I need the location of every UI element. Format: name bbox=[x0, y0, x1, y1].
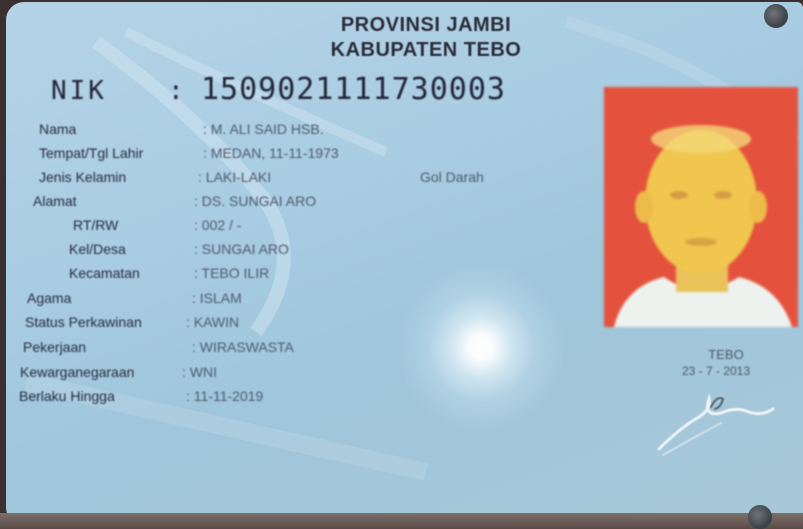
issue-date: 23 - 7 - 2013 bbox=[681, 364, 751, 378]
card-bottom-edge bbox=[0, 513, 803, 529]
field-label-birth: Tempat/Tgl Lahir bbox=[39, 145, 144, 161]
field-value-district: : TEBO ILIR bbox=[194, 265, 270, 281]
binder-rivet-top bbox=[764, 4, 788, 28]
binder-rivet-bottom bbox=[748, 505, 772, 529]
field-value-rtrw: : 002 / - bbox=[194, 217, 242, 233]
field-label-religion: Agama bbox=[27, 290, 72, 306]
nik-label: NIK bbox=[51, 76, 107, 106]
signature-mark bbox=[651, 387, 781, 462]
field-label-rtrw: RT/RW bbox=[73, 217, 119, 233]
regency-heading: KABUPATEN TEBO bbox=[330, 39, 522, 61]
field-value-citizenship: : WNI bbox=[182, 364, 217, 380]
nik-colon: : bbox=[168, 76, 184, 106]
portrait-photo bbox=[604, 87, 798, 327]
field-label-name: Nama bbox=[39, 121, 77, 137]
field-label-citizenship: Kewarganegaraan bbox=[20, 364, 135, 380]
issue-place: TEBO bbox=[708, 347, 744, 362]
field-label-occupation: Pekerjaan bbox=[23, 339, 87, 355]
field-value-marital: : KAWIN bbox=[186, 314, 240, 330]
field-value-gender: : LAKI-LAKI bbox=[198, 169, 272, 185]
field-label-address: Alamat bbox=[33, 193, 77, 209]
portrait-figure bbox=[604, 87, 798, 327]
flash-glare bbox=[396, 262, 566, 432]
field-value-village: : SUNGAI ARO bbox=[194, 241, 289, 257]
nik-value: 1509021111730003 bbox=[201, 72, 506, 107]
field-value-address: : DS. SUNGAI ARO bbox=[194, 193, 317, 209]
field-value-occupation: : WIRASWASTA bbox=[192, 339, 294, 355]
field-value-valid-until: : 11-11-2019 bbox=[186, 388, 264, 404]
field-label-valid-until: Berlaku Hingga bbox=[19, 388, 115, 404]
id-card bbox=[6, 2, 803, 522]
field-value-birth: : MEDAN, 11-11-1973 bbox=[203, 145, 339, 161]
field-label-marital: Status Perkawinan bbox=[25, 314, 142, 330]
field-label-gender: Jenis Kelamin bbox=[39, 169, 127, 185]
province-heading: PROVINSI JAMBI bbox=[340, 14, 512, 36]
blood-type-label: Gol Darah bbox=[420, 169, 484, 185]
field-label-district: Kecamatan bbox=[69, 265, 140, 281]
field-value-religion: : ISLAM bbox=[192, 290, 242, 306]
field-value-name: : M. ALI SAID HSB. bbox=[203, 121, 324, 137]
field-label-village: Kel/Desa bbox=[69, 241, 126, 257]
